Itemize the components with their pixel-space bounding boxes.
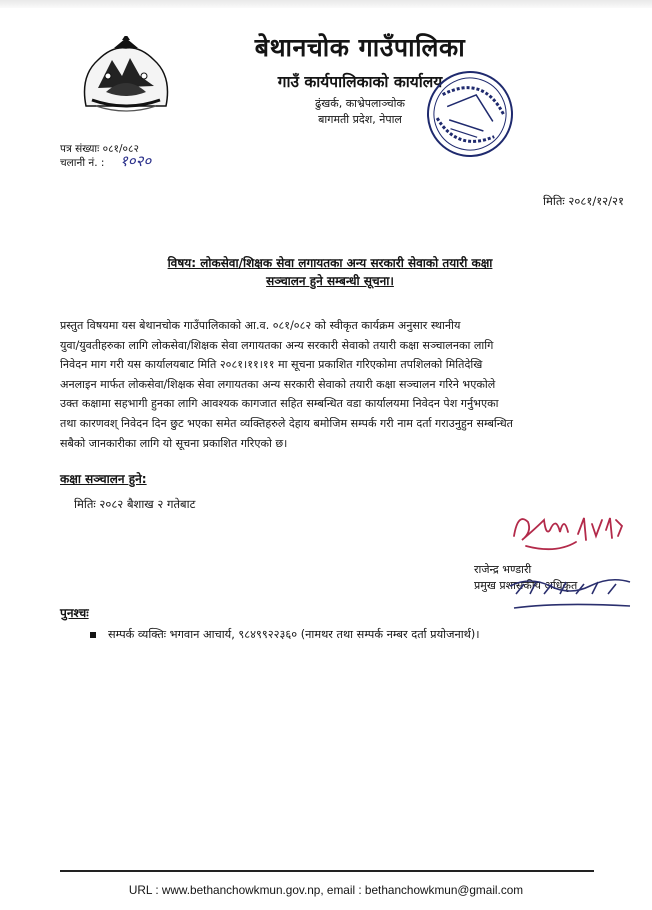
body-line: युवा/युवतीहरुका लागि लोकसेवा/शिक्षक सेवा लगायतका अन्य सरकारी सेवाको तयारी कक्षा सञ्चालनका लागि [60, 338, 494, 352]
subject-line-1: विषय: लोकसेवा/शिक्षक सेवा लगायतका अन्य सरकारी सेवाको तयारी कक्षा [167, 256, 493, 270]
body-line: प्रस्तुत विषयमा यस बेथानचोक गाउँपालिकाको आ.व. ०८१/०८२ को स्वीकृत कार्यक्रम अनुसार स्थानीय [60, 319, 461, 332]
address-line-1: ढुंखर्क, काभ्रेपलाञ्चोक [315, 97, 405, 110]
signatory-title: प्रमुख प्रशासकीय अधिकृत [474, 579, 578, 592]
class-start-date: मितिः २०८२ बैशाख २ गतेबाट [74, 497, 196, 511]
bullet-icon [90, 632, 96, 638]
subject-block [60, 254, 600, 290]
contact-person-line: सम्पर्क व्यक्तिः भगवान आचार्य, ९८४९९२२३६० (नामथर तथा सम्पर्क नम्बर दर्ता प्रयोजनार्थ)। [108, 628, 480, 641]
body-paragraph [60, 316, 600, 453]
signatory-name: राजेन्द्र भण्डारी [474, 563, 532, 576]
body-line: निवेदन माग गरी यस कार्यालयबाट मिति २०८१।११।११ मा सूचना प्रकाशित गरिएकोमा तपशिलको मितिदेखि [60, 358, 483, 372]
address-line-2: बागमती प्रदेश, नेपाल [318, 113, 402, 126]
office-subtitle: गाउँ कार्यपालिकाको कार्यालय [277, 73, 443, 91]
class-schedule-heading: कक्षा सञ्चालन हुने: [60, 472, 147, 486]
nepal-emblem-icon [78, 36, 174, 114]
letter-date: मितिः २०८१/१२/२१ [543, 194, 624, 208]
office-round-stamp-icon [420, 64, 520, 164]
dispatch-number-label: चलानी नं. : [60, 157, 105, 169]
body-line: उक्त कक्षामा सहभागी हुनका लागि आवश्यक कागजात सहित सम्बन्धित वडा कार्यालयमा निवेदन पेश गर्नुभएका [60, 397, 499, 411]
signatory-stamp-icon [500, 572, 640, 616]
postscript-heading: पुनश्चः [60, 606, 89, 620]
body-line: सबैको जानकारीका लागि यो सूचना प्रकाशित गरिएको छ। [60, 436, 288, 450]
body-line: तथा कारणवश् निवेदन दिन छुट भएका समेत व्यक्तिहरुले देहाय बमोजिम सम्पर्क गरी नाम दर्ता गराउनुहुन सम्बन्धित [60, 416, 513, 430]
footer-contact: URL : www.bethanchowkmun.gov.np, email : bethanchowkmun@gmail.com [128, 883, 524, 897]
municipality-title: बेथानचोक गाउँपालिका [254, 33, 466, 62]
body-line: अनलाइन मार्फत लोकसेवा/शिक्षक सेवा लगायतका अन्य सरकारी सेवाको तयारी कक्षा सञ्चालन गरिने भएकोले [60, 377, 496, 391]
page-top-edge [0, 0, 652, 8]
handwritten-signature [506, 506, 634, 560]
letter-number: पत्र संख्याः ०८१/०८२ [60, 143, 139, 155]
subject-line-2: सञ्चालन हुने सम्बन्धी सूचना। [266, 274, 394, 288]
footer-divider [60, 870, 594, 872]
dispatch-number-handwritten: १०२० [120, 152, 152, 170]
